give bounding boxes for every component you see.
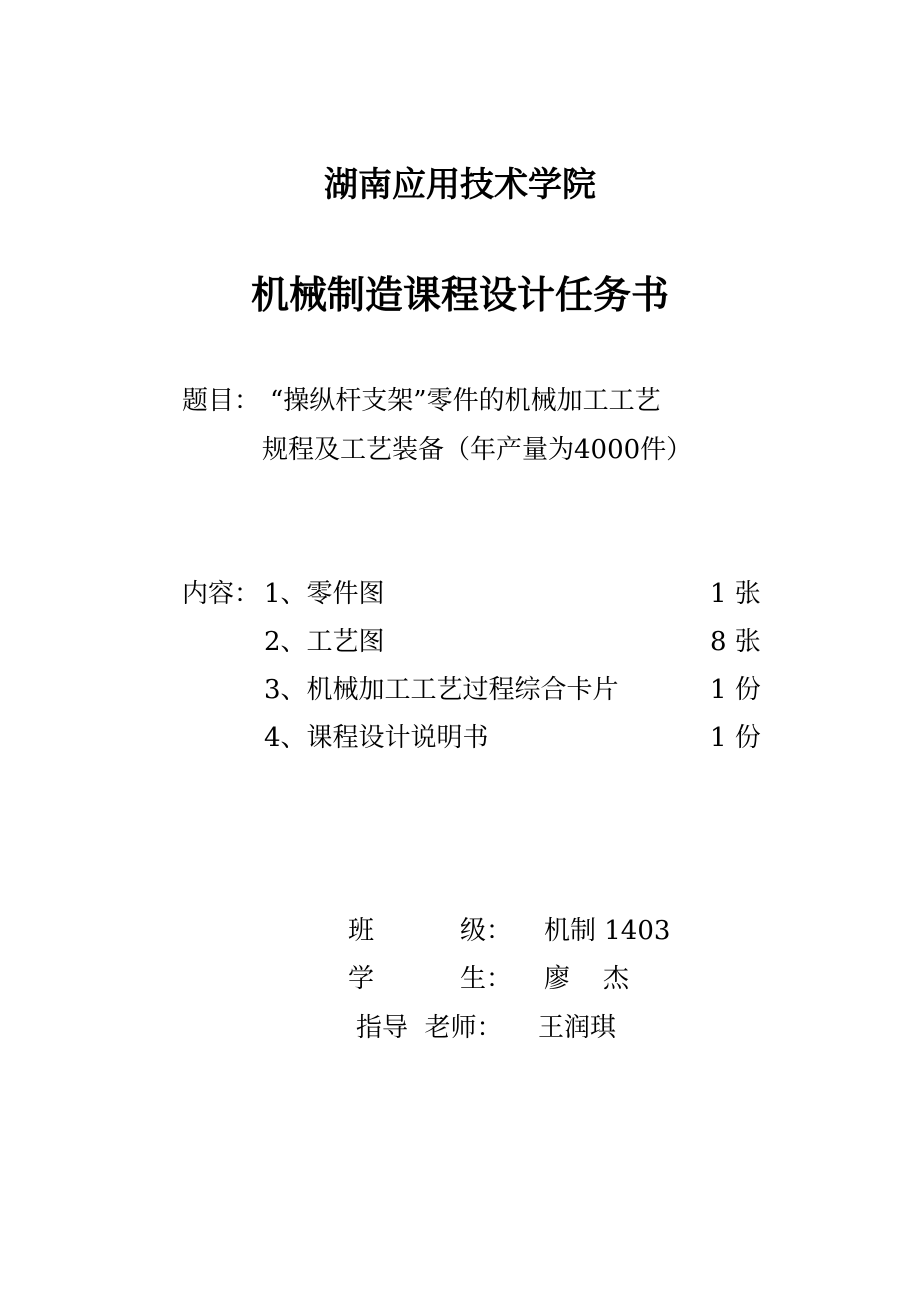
content-item-4: 4、课程设计说明书 [264, 723, 489, 753]
content-item-2-qty: 8 张 [710, 627, 761, 657]
advisor-label: 指导 老师： [356, 1013, 503, 1043]
content-item-3: 3、机械加工工艺过程综合卡片 [264, 675, 619, 705]
content-item-1: 1、零件图 [264, 579, 385, 609]
content-item-2: 2、工艺图 [264, 627, 385, 657]
class-label-a: 班 [348, 916, 375, 946]
content-item-4-qty: 1 份 [710, 723, 761, 753]
class-value: 机制 1403 [544, 916, 671, 946]
school-name: 湖南应用技术学院 [324, 165, 596, 205]
class-label-b: 级： [460, 916, 513, 946]
student-label-b: 生： [460, 964, 513, 994]
content-item-3-qty: 1 份 [710, 675, 761, 705]
topic-line-2: 规程及工艺装备（年产量为4000件） [262, 435, 693, 465]
document-title: 机械制造课程设计任务书 [250, 273, 669, 317]
contents-label: 内容： [182, 579, 261, 609]
content-item-1-qty: 1 张 [710, 579, 761, 609]
topic-line-1: “操纵杆支架”零件的机械加工工艺 [270, 386, 661, 416]
student-label-a: 学 [348, 964, 375, 994]
student-value: 廖 杰 [544, 964, 630, 994]
advisor-value: 王润琪 [538, 1013, 617, 1043]
topic-label: 题目： [182, 386, 261, 416]
